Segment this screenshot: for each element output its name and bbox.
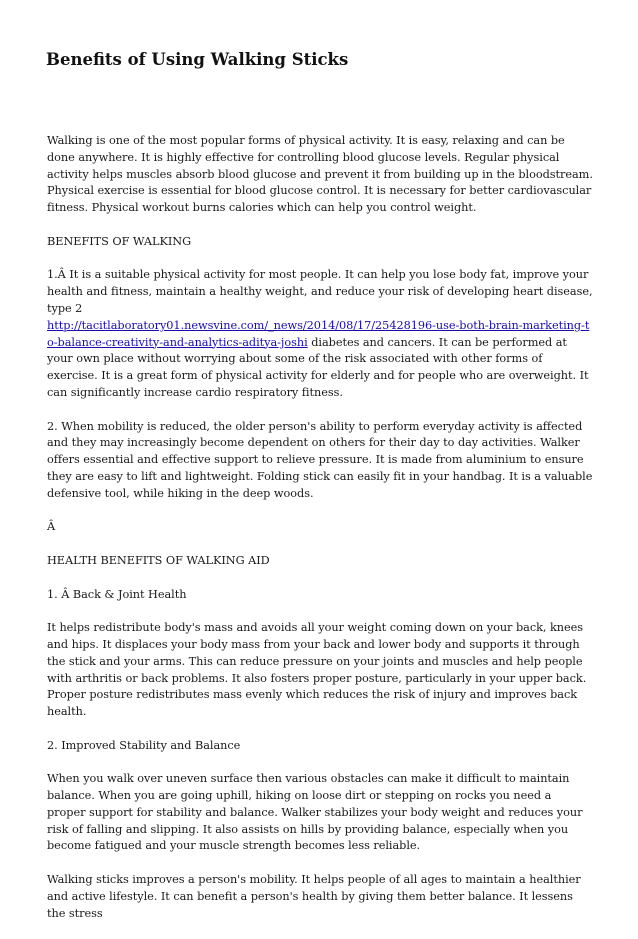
mobility-paragraph: Walking sticks improves a person's mobility. It helps people of all ages to maintain a healthier and active lifestyle. It can benefit a person's health by giving them better balance. It lessens the stress [47,873,581,920]
back-joint-health-paragraph: It helps redistribute body's mass and avoids all your weight coming down on your back, knees and hips. It displaces your body mass from your back and lower body and supports it through the stick and your arms. This can reduce pressure on your joints and muscles and help people with arthritis or back problems. It also fosters proper posture, particularly in your upper back. Proper posture redistributes mass evenly which reduces the risk of injury and improves back health. [47,621,587,719]
stability-balance-paragraph: When you walk over uneven surface then various obstacles can make it difficult to maintain balance. When you are going uphill, hiking on loose dirt or stepping on rocks you need a proper support for stability and balance. Walker stabilizes your body weight and reduces your risk of falling and slipping. It also assists on hills by providing balance, especially when you become fatigued and your muscle strength becomes less reliable. [47,772,583,853]
subheading-back-joint-health: 1. Â Back & Joint Health [47,587,187,601]
health-benefits-heading: HEALTH BENEFITS OF WALKING AID [47,553,270,567]
document-body [47,133,593,939]
benefit-point-1-text: 1.Â It is a suitable physical activity for most people. It can help you lose body fat, improve your health and fitness, maintain a healthy weight, and reduce your risk of developing heart disease, type 2 [47,268,593,315]
benefits-heading: BENEFITS OF WALKING [47,234,192,248]
benefit-point-1-continuation: diabetes and cancers. It can be performed at your own place without worrying about some of the risk associated with other forms of exercise. It is a great form of physical activity for elderly and for people who are overweight. It can significantly increase cardio respiratory fitness. [47,335,589,399]
intro-paragraph: Walking is one of the most popular forms of physical activity. It is easy, relaxing and can be done anywhere. It is highly effective for controlling blood glucose levels. Regular physical activity helps muscles absorb blood glucose and prevent it from building up in the bloodstream. Physical exercise is essential for blood glucose control. It is necessary for better cardiovascular fitness. Physical workout burns calories which can help you control weight. [47,134,593,215]
stray-character: Â [47,520,56,534]
document-title: Benefits of Using Walking Sticks [46,50,349,69]
article-link[interactable]: http://tacitlaboratory01.newsvine.com/_news/2014/08/17/25428196-use-both-brain-marketing-to-balance-creativity-and-analytics-aditya-joshi [47,318,590,349]
subheading-stability-balance: 2. Improved Stability and Balance [47,738,241,752]
benefit-point-1 [47,267,593,401]
benefit-point-2: 2. When mobility is reduced, the older person's ability to perform everyday activity is affected and they may increasingly become dependent on others for their day to day activities. Walker offers essential and effective support to relieve pressure. It is made from aluminium to ensure they are easy to lift and lightweight. Folding stick can easily fit in your handbag. It is a valuable defensive tool, while hiking in the deep woods. [47,419,593,500]
